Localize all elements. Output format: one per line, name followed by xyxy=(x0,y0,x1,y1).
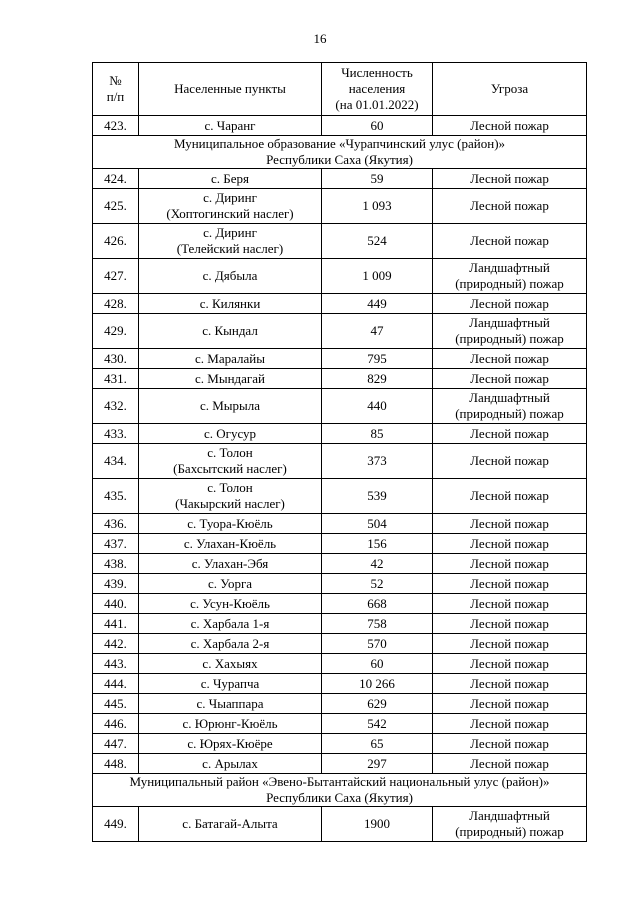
table-row xyxy=(93,654,587,674)
population-value: 297 xyxy=(322,754,433,774)
settlements-table xyxy=(92,62,587,842)
threat-value: Лесной пожар xyxy=(433,444,587,479)
settlement-name: с. Чаранг xyxy=(139,116,322,136)
population-value: 668 xyxy=(322,594,433,614)
population-value: 504 xyxy=(322,514,433,534)
population-value: 52 xyxy=(322,574,433,594)
threat-value: Лесной пожар xyxy=(433,674,587,694)
population-value: 373 xyxy=(322,444,433,479)
threat-value: Лесной пожар xyxy=(433,189,587,224)
row-num: 437. xyxy=(93,534,139,554)
section-title: Муниципальный район «Эвено-Бытантайский национальный улус (район)» Республики Саха (Якутия) xyxy=(93,774,587,807)
table-row xyxy=(93,807,587,842)
table-row xyxy=(93,634,587,654)
row-num: 449. xyxy=(93,807,139,842)
table-row xyxy=(93,734,587,754)
settlement-name: с. Улахан-Эбя xyxy=(139,554,322,574)
row-num: 434. xyxy=(93,444,139,479)
threat-value: Лесной пожар xyxy=(433,479,587,514)
threat-value: Лесной пожар xyxy=(433,534,587,554)
header-settlement: Населенные пункты xyxy=(139,63,322,116)
population-value: 10 266 xyxy=(322,674,433,694)
row-num: 429. xyxy=(93,314,139,349)
population-value: 1 093 xyxy=(322,189,433,224)
table-row xyxy=(93,614,587,634)
population-value: 65 xyxy=(322,734,433,754)
row-num: 423. xyxy=(93,116,139,136)
threat-value: Лесной пожар xyxy=(433,694,587,714)
table-row xyxy=(93,514,587,534)
table-row xyxy=(93,754,587,774)
row-num: 448. xyxy=(93,754,139,774)
settlement-name: с. Беря xyxy=(139,169,322,189)
threat-value: Лесной пожар xyxy=(433,654,587,674)
row-num: 426. xyxy=(93,224,139,259)
row-num: 433. xyxy=(93,424,139,444)
population-value: 1900 xyxy=(322,807,433,842)
population-value: 85 xyxy=(322,424,433,444)
row-num: 424. xyxy=(93,169,139,189)
population-value: 156 xyxy=(322,534,433,554)
settlement-name: с. Батагай-Алыта xyxy=(139,807,322,842)
settlement-name: с. Улахан-Кюёль xyxy=(139,534,322,554)
settlement-name: с. Чыаппара xyxy=(139,694,322,714)
threat-value: Лесной пожар xyxy=(433,574,587,594)
row-num: 427. xyxy=(93,259,139,294)
settlement-name: с. Хахыях xyxy=(139,654,322,674)
population-value: 440 xyxy=(322,389,433,424)
settlement-name: с. Чурапча xyxy=(139,674,322,694)
threat-value: Ландшафтный (природный) пожар xyxy=(433,807,587,842)
row-num: 432. xyxy=(93,389,139,424)
population-value: 449 xyxy=(322,294,433,314)
settlement-name: с. Юрях-Кюёре xyxy=(139,734,322,754)
row-num: 430. xyxy=(93,349,139,369)
table-row xyxy=(93,534,587,554)
population-value: 795 xyxy=(322,349,433,369)
settlement-name: с. Диринг (Телейский наслег) xyxy=(139,224,322,259)
table-row xyxy=(93,189,587,224)
population-value: 829 xyxy=(322,369,433,389)
settlement-name: с. Арылах xyxy=(139,754,322,774)
population-value: 629 xyxy=(322,694,433,714)
row-num: 436. xyxy=(93,514,139,534)
table-row xyxy=(93,314,587,349)
row-num: 428. xyxy=(93,294,139,314)
section-header-row xyxy=(93,136,587,169)
threat-value: Лесной пожар xyxy=(433,634,587,654)
table-row xyxy=(93,294,587,314)
threat-value: Лесной пожар xyxy=(433,734,587,754)
table-row xyxy=(93,369,587,389)
section-header-row xyxy=(93,774,587,807)
table-row xyxy=(93,594,587,614)
settlement-name: с. Уорга xyxy=(139,574,322,594)
settlement-name: с. Мындагай xyxy=(139,369,322,389)
row-num: 446. xyxy=(93,714,139,734)
table-row xyxy=(93,169,587,189)
page-number: 16 xyxy=(313,31,327,46)
threat-value: Лесной пожар xyxy=(433,514,587,534)
settlement-name: с. Кындал xyxy=(139,314,322,349)
threat-value: Ландшафтный (природный) пожар xyxy=(433,259,587,294)
table-body xyxy=(93,116,587,842)
threat-value: Лесной пожар xyxy=(433,224,587,259)
population-value: 570 xyxy=(322,634,433,654)
threat-value: Лесной пожар xyxy=(433,594,587,614)
threat-value: Лесной пожар xyxy=(433,714,587,734)
table-row xyxy=(93,694,587,714)
row-num: 439. xyxy=(93,574,139,594)
threat-value: Лесной пожар xyxy=(433,424,587,444)
population-value: 1 009 xyxy=(322,259,433,294)
population-value: 758 xyxy=(322,614,433,634)
threat-value: Лесной пожар xyxy=(433,169,587,189)
header-num: № п/п xyxy=(93,63,139,116)
table-row xyxy=(93,116,587,136)
table-row xyxy=(93,259,587,294)
table-row xyxy=(93,574,587,594)
table-row xyxy=(93,714,587,734)
threat-value: Лесной пожар xyxy=(433,369,587,389)
threat-value: Лесной пожар xyxy=(433,349,587,369)
settlement-name: с. Диринг (Хоптогинский наслег) xyxy=(139,189,322,224)
row-num: 445. xyxy=(93,694,139,714)
settlement-name: с. Харбала 2-я xyxy=(139,634,322,654)
table-row xyxy=(93,444,587,479)
header-population: Численность населения (на 01.01.2022) xyxy=(322,63,433,116)
settlement-name: с. Туора-Кюёль xyxy=(139,514,322,534)
threat-value: Лесной пожар xyxy=(433,116,587,136)
row-num: 438. xyxy=(93,554,139,574)
table-row xyxy=(93,224,587,259)
row-num: 441. xyxy=(93,614,139,634)
row-num: 425. xyxy=(93,189,139,224)
row-num: 431. xyxy=(93,369,139,389)
settlement-name: с. Дябыла xyxy=(139,259,322,294)
population-value: 542 xyxy=(322,714,433,734)
settlement-name: с. Огусур xyxy=(139,424,322,444)
threat-value: Лесной пожар xyxy=(433,614,587,634)
table-header-row xyxy=(93,63,587,116)
settlement-name: с. Толон (Чакырский наслег) xyxy=(139,479,322,514)
row-num: 435. xyxy=(93,479,139,514)
threat-value: Лесной пожар xyxy=(433,754,587,774)
population-value: 60 xyxy=(322,116,433,136)
header-threat: Угроза xyxy=(433,63,587,116)
population-value: 47 xyxy=(322,314,433,349)
population-value: 539 xyxy=(322,479,433,514)
row-num: 447. xyxy=(93,734,139,754)
population-value: 42 xyxy=(322,554,433,574)
settlement-name: с. Маралайы xyxy=(139,349,322,369)
settlement-name: с. Мырыла xyxy=(139,389,322,424)
table-row xyxy=(93,674,587,694)
table-row xyxy=(93,389,587,424)
settlement-name: с. Толон (Бахсытский наслег) xyxy=(139,444,322,479)
table-row xyxy=(93,554,587,574)
threat-value: Ландшафтный (природный) пожар xyxy=(433,314,587,349)
population-value: 60 xyxy=(322,654,433,674)
threat-value: Лесной пожар xyxy=(433,294,587,314)
section-title: Муниципальное образование «Чурапчинский улус (район)» Республики Саха (Якутия) xyxy=(93,136,587,169)
settlement-name: с. Юрюнг-Кюёль xyxy=(139,714,322,734)
population-value: 59 xyxy=(322,169,433,189)
settlement-name: с. Харбала 1-я xyxy=(139,614,322,634)
table-row xyxy=(93,349,587,369)
row-num: 442. xyxy=(93,634,139,654)
row-num: 444. xyxy=(93,674,139,694)
settlement-name: с. Усун-Кюёль xyxy=(139,594,322,614)
threat-value: Лесной пожар xyxy=(433,554,587,574)
row-num: 440. xyxy=(93,594,139,614)
settlement-name: с. Килянки xyxy=(139,294,322,314)
population-value: 524 xyxy=(322,224,433,259)
table-row xyxy=(93,479,587,514)
table-row xyxy=(93,424,587,444)
threat-value: Ландшафтный (природный) пожар xyxy=(433,389,587,424)
row-num: 443. xyxy=(93,654,139,674)
